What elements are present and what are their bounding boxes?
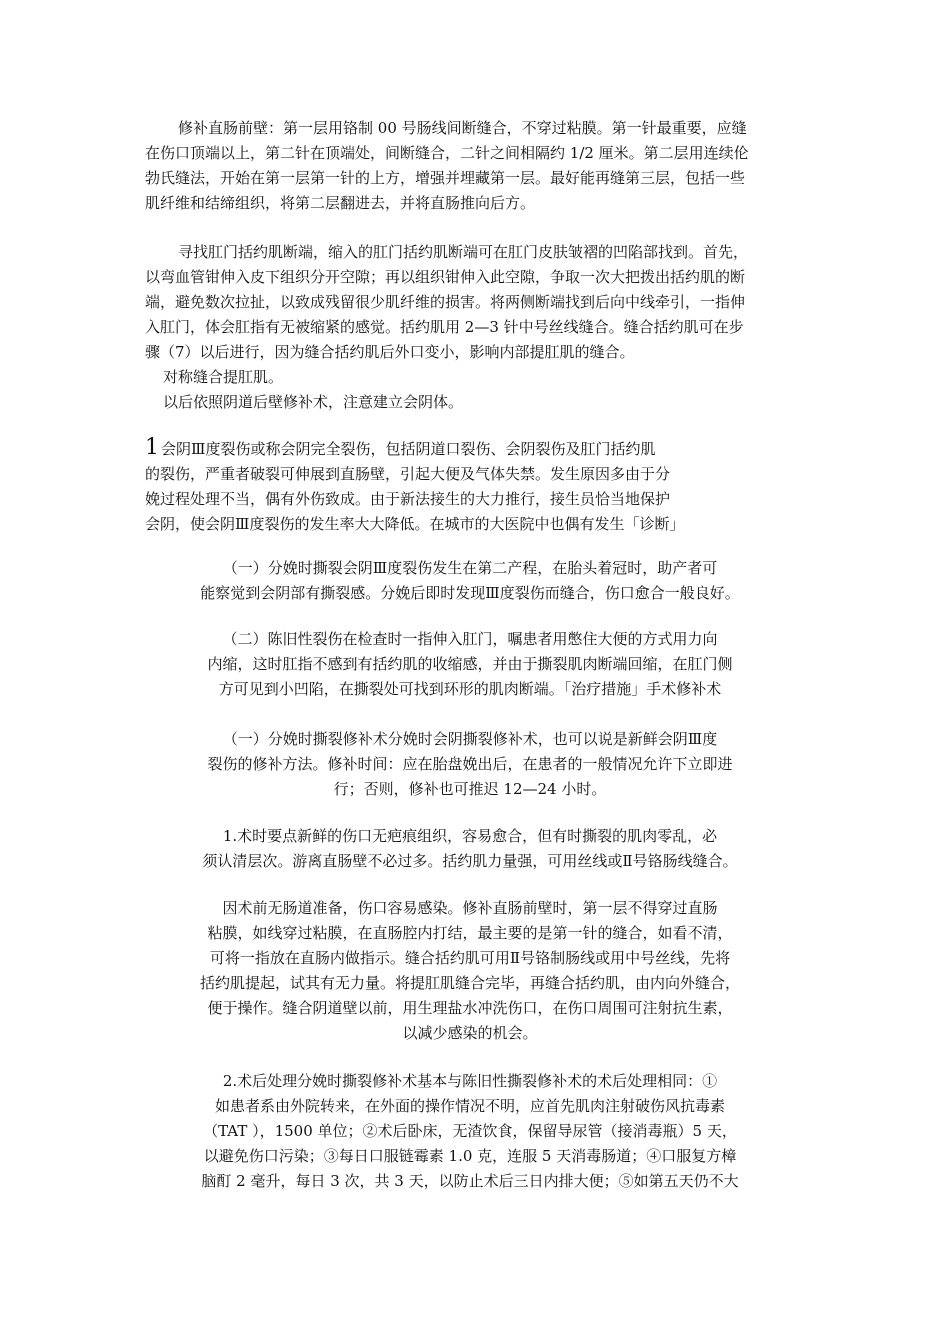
- text-line: 以避免伤口污染；③每日口服链霉素 1.0 克，连服 5 天消毒肠道；④口服复方樟: [203, 1147, 737, 1165]
- text-line: （TAT ），1500 单位；②术后卧床，无渣饮食，保留导尿管（接消毒瓶）5 天，: [203, 1122, 737, 1140]
- paragraph-repair-method: [165, 727, 775, 802]
- text-span: 会阴Ⅲ度裂伤或称会阴完全裂伤，包括阴道口裂伤、会阴裂伤及肛门括约肌: [161, 440, 656, 458]
- text-line: 须认清层次。游离直肠壁不必过多。括约肌力量强，可用丝线或Ⅱ号铬肠线缝合。: [202, 852, 738, 870]
- text-line: 2.术后处理分娩时撕裂修补术基本与陈旧性撕裂修补术的术后处理相同：①: [222, 1072, 718, 1090]
- section-number: 1: [145, 435, 159, 460]
- paragraph-infection-risk: [165, 896, 775, 1046]
- text-line: 如患者系由外院转来，在外面的操作情况不明，应首先肌肉注射破伤风抗毒素: [214, 1097, 725, 1115]
- text-line: 因术前无肠道准备，伤口容易感染。修补直肠前壁时，第一层不得穿过直肠: [222, 899, 718, 917]
- paragraph-postop-care: [165, 1069, 775, 1194]
- paragraph-third-degree: [145, 437, 765, 537]
- text-line: 寻找肛门括约肌断端，缩入的肛门括约肌断端可在肛门皮肤皱褶的凹陷部找到。首先，: [178, 243, 749, 261]
- text-line: （一）分娩时撕裂会阴Ⅲ度裂伤发生在第二产程，在胎头着冠时，助产者可: [222, 559, 718, 577]
- text-line: 在伤口顶端以上，第二针在顶端处，间断缝合，二针之间相隔约 1/2 厘米。第二层用连续伦: [145, 144, 749, 162]
- text-line: 内缩，这时肛指不感到有括约肌的收缩感，并由于撕裂肌肉断端回缩，在肛门侧: [207, 655, 733, 673]
- paragraph-old-tear: [165, 627, 775, 702]
- paragraph-levator: [163, 365, 283, 390]
- text-line: 肌纤维和结缔组织，将第二层翻进去，并将直肠推向后方。: [145, 194, 536, 212]
- paragraph-surgical-points: [165, 824, 775, 874]
- text-line: 对称缝合提肛肌。: [163, 368, 284, 386]
- text-line: 会阴，使会阴Ⅲ度裂伤的发生率大大降低。在城市的大医院中也偶有发生「诊断」: [145, 515, 685, 533]
- text-line: （二）陈旧性裂伤在检查时一指伸入肛门，嘱患者用憋住大便的方式用力向: [222, 630, 718, 648]
- text-line: 脑酊 2 毫升，每日 3 次，共 3 天，以防止术后三日内排大便；⑤如第五天仍不大: [201, 1172, 739, 1190]
- paragraph-delivery-tear: [160, 556, 780, 606]
- text-line: 端，避免数次拉扯，以致成残留很少肌纤维的损害。将两侧断端找到后向中线牵引，一指伸: [145, 293, 746, 311]
- text-line: [145, 437, 765, 462]
- paragraph-rectum-repair: [145, 116, 845, 216]
- text-line: 便于操作。缝合阴道壁以前，用生理盐水冲洗伤口，在伤口周围可注射抗生素，: [207, 999, 733, 1017]
- text-line: 修补直肠前壁：第一层用铬制 00 号肠线间断缝合，不穿过粘膜。第一针最重要，应缝: [178, 119, 747, 137]
- text-line: 娩过程处理不当，偶有外伤致成。由于新法接生的大力推行，接生员恰当地保护: [145, 490, 671, 508]
- text-line: 括约肌提起，试其有无力量。将提肛肌缝合完毕，再缝合括约肌，由内向外缝合，: [199, 974, 740, 992]
- text-line: 入肛门，体会肛指有无被缩紧的感觉。括约肌用 2—3 针中号丝线缝合。缝合括约肌可在步: [145, 318, 744, 336]
- text-line: 以后依照阴道后壁修补术，注意建立会阴体。: [163, 393, 464, 411]
- paragraph-sphincter: [145, 240, 845, 365]
- text-line: 能察觉到会阴部有撕裂感。分娩后即时发现Ⅲ度裂伤而缝合，伤口愈合一般良好。: [200, 584, 740, 602]
- text-line: 勃氏缝法，开始在第一层第一针的上方，增强并埋藏第一层。最好能再缝第三层，包括一些: [145, 169, 746, 187]
- text-line: 以弯血管钳伸入皮下组织分开空隙；再以组织钳伸入此空隙，争取一次大把拨出括约肌的断: [145, 268, 746, 286]
- text-line: 方可见到小凹陷，在撕裂处可找到环形的肌肉断端。「治疗措施」手术修补术: [218, 680, 722, 698]
- text-line: 以减少感染的机会。: [402, 1024, 538, 1042]
- text-line: 1.术时要点新鲜的伤口无疤痕组织，容易愈合，但有时撕裂的肌肉零乱，必: [222, 827, 718, 845]
- text-line: 的裂伤，严重者破裂可伸展到直肠壁，引起大便及气体失禁。发生原因多由于分: [145, 465, 671, 483]
- text-line: 可将一指放在直肠内做指示。缝合括约肌可用Ⅱ号铬制肠线或用中号丝线，先将: [209, 949, 731, 967]
- text-line: 骤（7）以后进行，因为缝合括约肌后外口变小，影响内部提肛肌的缝合。: [145, 343, 635, 361]
- text-line: 粘膜，如线穿过粘膜，在直肠腔内打结，最主要的是第一针的缝合，如看不清，: [207, 924, 733, 942]
- text-line: （一）分娩时撕裂修补术分娩时会阴撕裂修补术，也可以说是新鲜会阴Ⅲ度: [222, 730, 718, 748]
- text-line: 行；否则，修补也可推迟 12—24 小时。: [333, 780, 607, 798]
- paragraph-perineal-body: [163, 390, 463, 415]
- text-line: 裂伤的修补方法。修补时间：应在胎盘娩出后，在患者的一般情况允许下立即进: [207, 755, 733, 773]
